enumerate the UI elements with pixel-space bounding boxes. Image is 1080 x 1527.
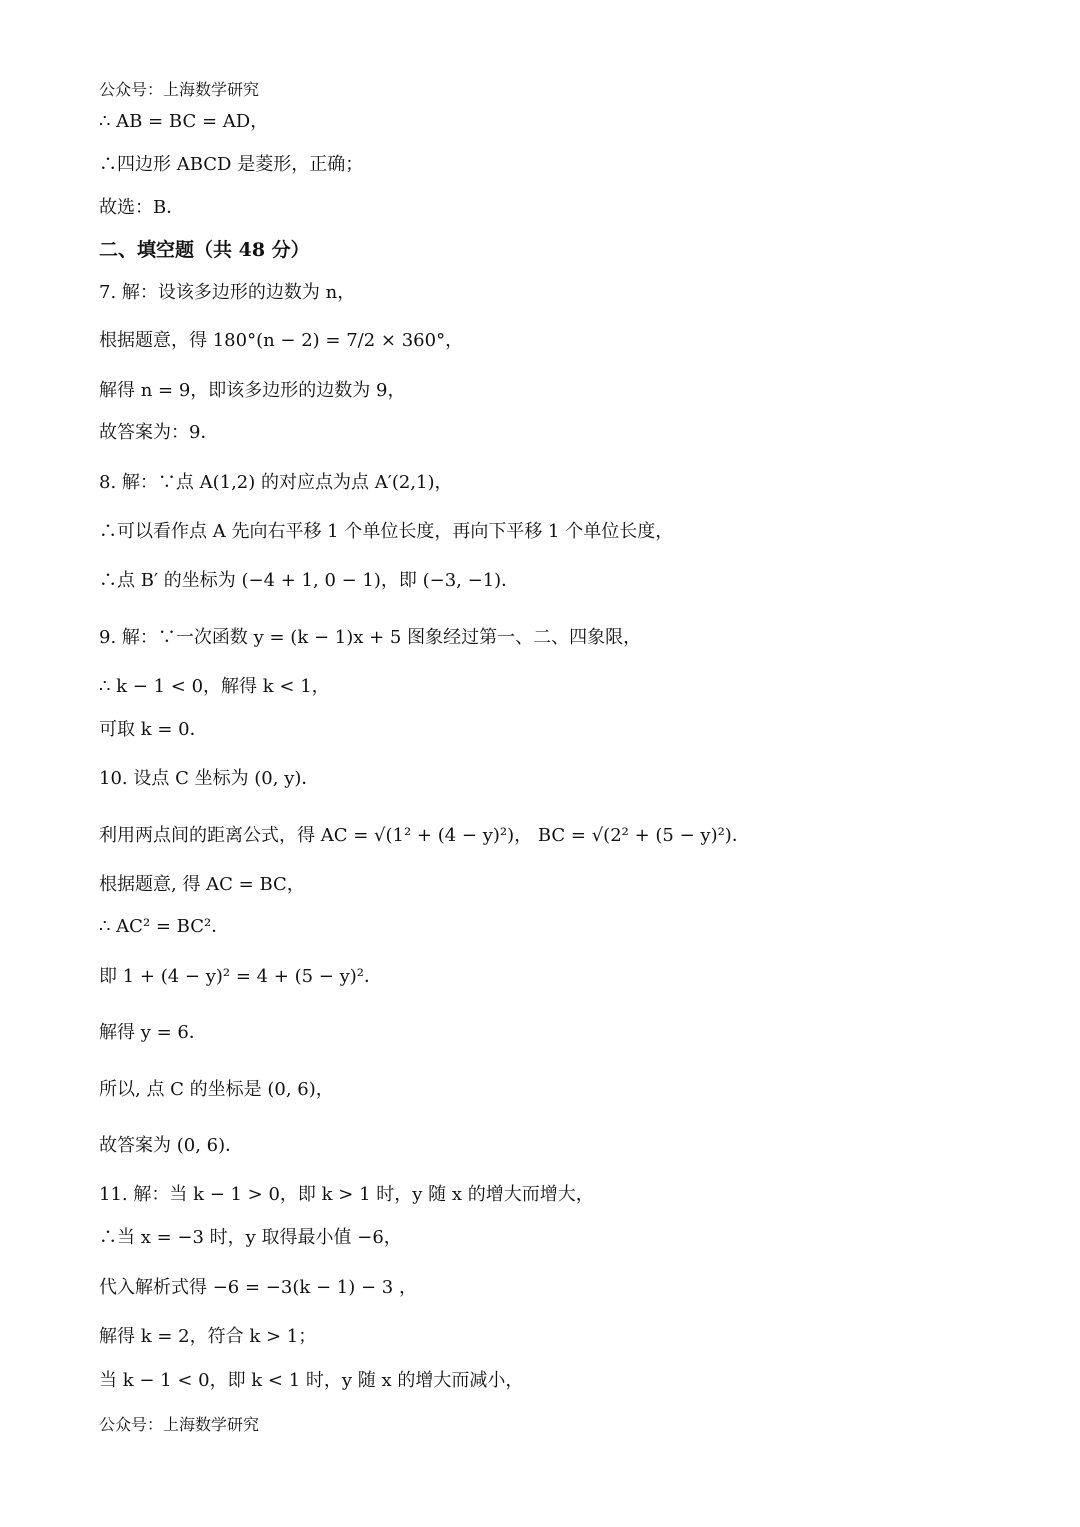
text-line-6: 根据题意，得 180°(n − 2) = 7/2 × 360°， [99, 330, 464, 351]
text-line-27: 当 k − 1 < 0，即 k < 1 时，y 随 x 的增大而减小， [99, 1370, 524, 1391]
text-line-14: 可取 k = 0． [99, 719, 208, 740]
text-line-1: ∴ AB = BC = AD， [99, 111, 269, 132]
text-line-3: 故选：B． [99, 197, 185, 218]
footer-watermark: 公众号：上海数学研究 [99, 1415, 260, 1434]
text-line-26: 解得 k = 2，符合 k > 1； [99, 1326, 317, 1347]
text-line-25: 代入解析式得 −6 = −3(k − 1) − 3 ， [99, 1277, 417, 1298]
text-line-15: 10. 设点 C 坐标为 (0, y)． [99, 768, 320, 789]
text-line-21: 所以, 点 C 的坐标是 (0, 6)， [99, 1079, 334, 1100]
text-line-19: 即 1 + (4 − y)² = 4 + (5 − y)²． [99, 966, 383, 987]
text-line-22: 故答案为 (0, 6)． [99, 1135, 244, 1156]
text-line-11: ∴点 B′ 的坐标为 (−4 + 1, 0 − 1)，即 (−3, −1)． [99, 570, 520, 591]
text-line-23: 11. 解：当 k − 1 > 0，即 k > 1 时，y 随 x 的增大而增大， [99, 1184, 594, 1205]
text-line-8: 故答案为：9． [99, 422, 219, 443]
text-line-5: 7. 解：设该多边形的边数为 n， [99, 282, 356, 303]
text-line-9: 8. 解：∵点 A(1,2) 的对应点为点 A′(2,1)， [99, 472, 453, 493]
text-line-17: 根据题意, 得 AC = BC， [99, 874, 305, 895]
text-line-10: ∴可以看作点 A 先向右平移 1 个单位长度，再向下平移 1 个单位长度， [99, 521, 674, 542]
text-line-16: 利用两点间的距离公式，得 AC = √(1² + (4 − y)²)， BC = √(2² + (5 − y)²)． [99, 825, 750, 846]
text-line-2: ∴四边形 ABCD 是菱形，正确； [99, 154, 364, 175]
text-line-7: 解得 n = 9，即该多边形的边数为 9， [99, 380, 406, 401]
text-line-20: 解得 y = 6． [99, 1022, 207, 1043]
text-line-18: ∴ AC² = BC²． [99, 916, 230, 937]
text-line-13: ∴ k − 1 < 0，解得 k < 1， [99, 676, 330, 697]
text-line-12: 9. 解：∵一次函数 y = (k − 1)x + 5 图象经过第一、二、四象限， [99, 627, 642, 648]
text-line-24: ∴当 x = −3 时，y 取得最小值 −6， [99, 1227, 402, 1248]
header-watermark: 公众号：上海数学研究 [99, 80, 260, 99]
section-heading: 二、填空题（共 48 分） [99, 239, 310, 261]
